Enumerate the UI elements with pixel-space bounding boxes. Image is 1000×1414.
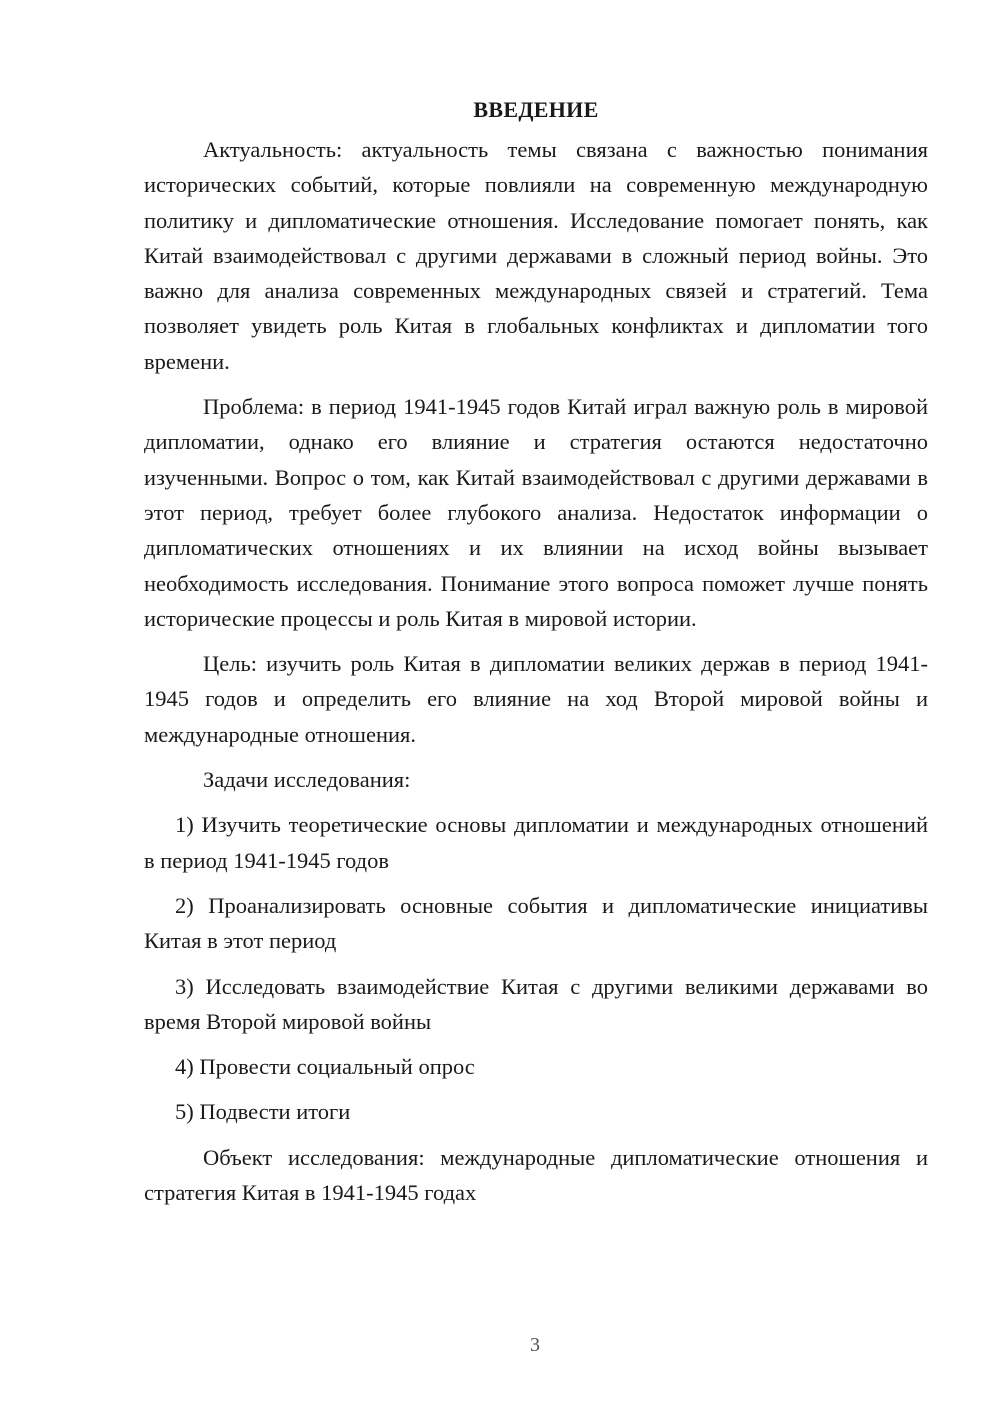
section-heading: ВВЕДЕНИЕ	[473, 97, 599, 122]
page-number: 3	[530, 1334, 540, 1356]
goal-paragraph: Цель: изучить роль Китая в дипломатии великих держав в период 1941-1945 годов и определить его влияние на ход Второй мировой войны и международные отношения.	[144, 651, 928, 747]
task-item: 4) Провести социальный опрос	[175, 1054, 475, 1080]
tasks-heading: Задачи исследования:	[203, 767, 411, 793]
document-page	[144, 92, 928, 1220]
problem-paragraph: Проблема: в период 1941-1945 годов Китай играл важную роль в мировой дипломатии, однако его влияние и стратегия остаются недостаточно изученными. Вопрос о том, как Китай взаимодействовал с другими державами в этот период, требует более глубокого анализа. Недостаток информации о дипломатических отношениях и их влиянии на исход войны вызывает необходимость исследования. Понимание этого вопроса поможет лучше понять исторические процессы и роль Китая в мировой истории.	[144, 394, 928, 631]
object-paragraph: Объект исследования: международные дипломатические отношения и стратегия Китая в 1941-1945 годах	[144, 1144, 928, 1206]
task-item: 5) Подвести итоги	[175, 1099, 351, 1125]
task-item: 2) Проанализировать основные события и дипломатические инициативы Китая в этот период	[144, 892, 928, 954]
relevance-paragraph: Актуальность: актуальность темы связана с важностью понимания исторических событий, которые повлияли на современную международную политику и дипломатические отношения. Исследование помогает понять, как Китай взаимодействовал с другими державами в сложный период войны. Это важно для анализа современных международных связей и стратегий. Тема позволяет увидеть роль Китая в глобальных конфликтах и дипломатии того времени.	[144, 137, 928, 374]
task-item: 1) Изучить теоретические основы дипломатии и международных отношений в период 1941-1945 годов	[144, 812, 928, 873]
task-item: 3) Исследовать взаимодействие Китая с другими великими державами во время Второй мировой войны	[144, 973, 928, 1034]
